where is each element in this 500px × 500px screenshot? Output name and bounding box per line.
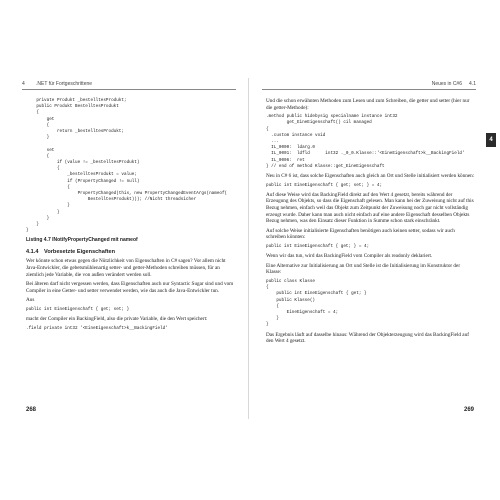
code-line: EineEigenschaft = 4; — [266, 309, 339, 315]
paragraph: Und die schon erwähnten Methoden zum Lesen und zum Schreiben, die getter und setter (hier nur die getter-Methode): — [266, 98, 470, 111]
paragraph: Auf solche Weise initialisierte Eigenschaften benötigen auch keinen setter, sodass wir auch schreiben könnten: — [266, 227, 455, 241]
code-line: { — [26, 110, 39, 116]
code-line: { — [266, 303, 279, 309]
code-line: BestelltesProdukt))); //Nicht threadsicher — [26, 197, 197, 203]
section-heading — [26, 249, 236, 255]
code-line: return _bestelltesProdukt; — [26, 129, 124, 135]
code-line: public Produkt BestelltesProdukt — [26, 104, 119, 110]
left-page-content — [26, 98, 236, 332]
paragraph: Bei älteren darf nicht vergessen werden, dass Eigenschaften auch nur Syntactic Sugar sind und vom Compiler in eine Getter- und setter verwendet werden, wie das auch die Java-Entwickler tun. — [26, 281, 234, 294]
chapter-thumb-tab: 4 — [486, 133, 496, 147]
page-number: 268 — [26, 407, 37, 413]
section-number: 4.1.4 — [26, 249, 39, 256]
code-line: public int EineEigenschaft { get; } = 4; — [266, 243, 370, 249]
code-line: if (PropertyChanged != null) — [26, 178, 140, 184]
code-line: set — [26, 147, 55, 153]
paragraph: Wer könnte schon etwas gegen die Nützlichkeit von Eigenschaften in C# sagen? Vor allem nicht Java-Entwickler, die gebetsmühlenartig setter- und getter-Methoden schreiben müssen, für an ziemlich jede Variable, die von außen verändert werden soll. — [26, 258, 226, 278]
code-line: get — [26, 116, 55, 122]
header-title: .NET für Fortgeschrittene — [36, 81, 93, 87]
code-line: .custom instance void — [266, 132, 326, 138]
code-line: public int EineEigenschaft { get; } — [266, 291, 367, 297]
code-line: } — [26, 228, 29, 234]
page-number: 269 — [463, 407, 474, 413]
code-line: } — [26, 135, 50, 141]
code-line: public int EineEigenschaft { get; set; } = 4; — [266, 182, 383, 188]
right-page — [250, 78, 488, 419]
code-line: IL_0001: ldfld int32 ._0_0.Klasse::'<EineEigenschaft>k__BackingField' — [266, 151, 465, 157]
code-line: get_EineEigenschaft() cil managed — [266, 120, 372, 126]
code-line: } — [26, 209, 60, 215]
paragraph: Das Ergebnis läuft auf dasselbe hinaus: Während der Objekterzeugung wird das BackingField auf den Wert 4 gesetzt. — [266, 331, 469, 345]
code-line: public Klasse() — [266, 297, 315, 303]
paragraph: Eine Alternative zur Initialisierung an Ort und Stelle ist die Initialisierung im Konstruktor der Klasse: — [266, 262, 461, 276]
code-line: } — [26, 203, 70, 209]
code-line: } — [266, 316, 279, 322]
code-line: { — [26, 166, 60, 172]
code-line: { — [26, 153, 50, 159]
running-header — [22, 80, 236, 90]
code-line: PropertyChanged(this, new PropertyChangedEventArgs(nameof( — [26, 191, 228, 197]
paragraph: Aus — [26, 297, 35, 304]
code-line: public int EineEigenschaft { get; set; } — [26, 307, 130, 313]
code-line: _bestelltesProdukt = value; — [26, 172, 137, 178]
code-line: .method public hidebysig specialname instance int32 — [266, 114, 398, 120]
left-page — [10, 78, 249, 419]
code-line: public class Klasse — [266, 278, 315, 284]
paragraph: Wenn wir das tun, wird das BackingField vom Compiler als readonly deklariert. — [266, 253, 433, 260]
code-listing — [266, 279, 476, 329]
code-line: .field private int32 '<EineEigenschaft>k__BackingField' — [26, 325, 168, 331]
header-chapter-number: 4 — [22, 81, 25, 87]
code-line: } — [26, 215, 50, 221]
header-title: Neues in C#6 — [431, 81, 462, 87]
code-listing — [26, 98, 236, 234]
running-header — [262, 80, 476, 90]
code-line: } // end of method Klasse::get_EineEigenschaft — [266, 163, 385, 169]
code-line: ... — [266, 139, 279, 144]
paragraph: macht der Compiler ein BackingField, also die private Variable, die den Wert speichert: — [26, 316, 208, 323]
paragraph: Auf diese Weise wird das BackingField direkt auf den Wert 4 gesetzt, bereits während der Erzeugung des Objekts, so dass die Eigenschaft gelesen. Man kann hei der Zuweisung nicht auf this Bezug nehmen, einfach weil das Objekt zum Zeitpunkt der Zuweisung noch gar nicht vollständig erzeugt wurde. Daher kann man auch nicht einfach auf eine andere Eigenschaft desselben Objekts Bezug nehmen, was den Einsatz dieser Funktion in Summe schon stark einschränkt. — [266, 191, 474, 225]
code-line: { — [26, 184, 70, 190]
code-line: { — [26, 122, 50, 128]
paragraph: Neu in C# 6 ist, dass solche Eigenschaften auch gleich an Ort und Stelle initialisiert werden können: — [266, 173, 475, 180]
listing-caption: Listing 4.7 INotifyPropertyChanged mit nameof — [26, 237, 138, 244]
code-line: IL_0000: ldarg.0 — [266, 145, 315, 151]
right-page-content — [266, 98, 476, 348]
section-title: Vorbesetzte Eigenschaften — [44, 249, 116, 256]
code-listing — [266, 114, 476, 170]
code-line: IL_0006: ret — [266, 157, 305, 163]
code-line: { — [266, 126, 269, 132]
code-line: } — [26, 222, 39, 228]
code-line: } — [266, 322, 269, 328]
header-section-number: 4.1 — [469, 81, 476, 87]
code-line: { — [266, 285, 269, 291]
code-line: if (value != _bestelltesProdukt) — [26, 160, 140, 166]
code-line: private Produkt _bestelltesProdukt; — [26, 98, 127, 103]
